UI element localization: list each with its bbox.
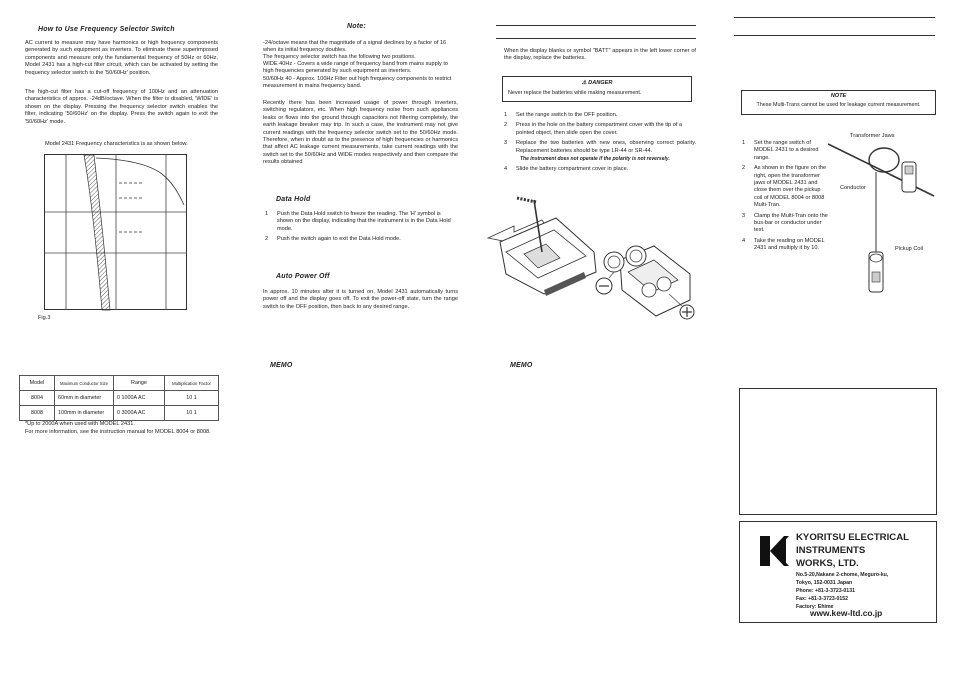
list-item: 2 As shown in the figure on the right, open the transformer jaws of MODEL 2431 and close them over the pickup coil of MODEL 8004 or 8008 Multi-Tran. — [742, 165, 827, 209]
list-item: 3 Replace the two batteries with new ones, observing correct polarity. Replacement batteries should be type LR-44 or SR-44. — [504, 140, 696, 154]
data-hold-list — [265, 211, 458, 247]
header-rule — [496, 25, 696, 26]
note-line-3: WIDE 40Hz - Covers a wide range of frequency band from mains supply to high frequencies generated by such equipment as inverters. — [263, 61, 448, 75]
table-cell: 0 1000A AC — [114, 391, 165, 406]
table-header: Range — [114, 376, 165, 391]
battery-intro: When the display blanks or symbol "BATT" appears in the left lower corner of the display, replace the batteries. — [504, 48, 696, 62]
kyoritsu-logo-icon — [758, 534, 790, 568]
chart-caption: Model 2431 Frequency characteristics is as shown below. — [45, 141, 188, 147]
list-item: 2 Press in the hole on the battery compartment cover with the tip of a pointed object, then slide open the cover. — [504, 122, 696, 137]
table-row — [20, 406, 219, 421]
table-cell: 10 1 — [165, 406, 219, 421]
note-paragraph: Recently there has been increased usage of power through inverters, switching regulators, etc. When high frequency noise from such appliances leaks or flows into the ground through capacitors not filtering completely, the earth leakage breaker may trip. In such a case, the instrument may not give current readings with the frequency selector switch set to the 50/60Hz mode. Therefore, when in doubt as to the presence of high frequencies or harmonics that affect AC leakage current measurements, take current readings with the switch set to the 50/60Hz and WIDE modes respectively and then compare the results obtained — [263, 100, 458, 166]
table-cell: 60mm in diameter — [55, 391, 114, 406]
table-header-row — [20, 376, 219, 391]
warning-icon: ⚠ — [581, 80, 587, 86]
battery-replacement-illustration — [484, 190, 699, 320]
note-box-text: These Multi-Trans cannot be used for leakage current measurement. — [756, 102, 921, 108]
list-item-text: Take the reading on MODEL 2431 and multiply it by 10. — [754, 237, 825, 252]
list-item-text: Set the range switch of MODEL 2431 to a desired range. — [754, 140, 819, 161]
table-cell: 8004 — [20, 391, 55, 406]
company-fax: Fax: +81-3-3723-0152 — [796, 596, 849, 602]
label-conductor: Conductor — [840, 185, 866, 191]
transformer-jaws — [869, 148, 899, 172]
multi-tran-illustration — [828, 140, 938, 300]
list-item: 3 Clamp the Multi-Tran onto the bus-bar or conductor under test. — [742, 212, 828, 234]
auto-power-off-heading: Auto Power Off — [276, 273, 330, 280]
list-item: 1 Set the range switch of MODEL 2431 to a desired range. — [742, 140, 828, 162]
company-phone: Phone: +81-3-3723-0131 — [796, 588, 855, 594]
header-rule — [734, 17, 935, 18]
list-item: 4 Slide the battery compartment cover in place. — [504, 166, 629, 173]
table-cell: 10 1 — [165, 391, 219, 406]
memo-heading: MEMO — [270, 362, 293, 369]
list-item-text: Slide the battery compartment cover in place. — [516, 166, 629, 173]
label-transformer-jaws: Transformer Jaws — [850, 133, 895, 139]
list-item-text: Set the range switch to the OFF position. — [516, 112, 618, 118]
multi-tran-steps — [742, 140, 828, 256]
header-rule — [734, 35, 935, 36]
list-item: 1 Set the range switch to the OFF position. — [504, 112, 618, 118]
list-item-text: Replace the two batteries with new ones, observing correct polarity. Replacement batteries should be type LR-44 or SR-44. — [516, 140, 696, 154]
memo-heading-2: MEMO — [510, 362, 533, 369]
company-box — [739, 521, 937, 623]
note-line-1: -24/octave means that the magnitude of a signal declines by a factor of 16 when its initial frequency doubles. — [263, 40, 447, 54]
danger-text: Never replace the batteries while making measurement. — [508, 90, 642, 96]
danger-title: DANGER — [588, 80, 613, 86]
note-line-2: The frequency selector switch has the following two positions. — [263, 54, 416, 60]
frequency-para-2: The high-cut filter has a cut-off frequency of 100Hz and an attenuation characteristics of approx. -24dB/octave. When the filter is disabled, 'WIDE' is shown on the display. Pressing the frequency selector switch enables the filter, indicating '50/60Hz' on the display. Press the switch again to exit the '50/60Hz' mode. — [25, 89, 218, 125]
header-rule — [496, 38, 696, 39]
auto-power-off-para: In approx. 10 minutes after it is turned on, Model 2431 automatically turns power off and the display goes off. To exit the power-off state, turn the range switch to the OFF position, then back to any desired range. — [263, 289, 458, 310]
list-item: 4 Take the reading on MODEL 2431 and multiply it by 10. — [742, 238, 828, 253]
table-cell: 100mm in diameter — [55, 406, 114, 421]
label-pickup-coil: Pickup Coil — [895, 246, 923, 252]
company-name-line-3: WORKS, LTD. — [796, 558, 859, 569]
frequency-para-1: AC current to measure may have harmonics or high frequency components generated by such equipment as inverters. To eliminate these superimposed components and measure only the fundamental frequency of 50Hz or 60Hz, Model 2431 has a high-cut filter circuit, which can be activated by setting the frequency selector switch to the '50/60Hz' position. — [25, 40, 218, 76]
danger-title-row — [503, 80, 691, 86]
frequency-selector-heading: How to Use Frequency Selector Switch — [38, 26, 175, 33]
blank-box — [739, 388, 937, 515]
table-header: Model — [20, 376, 55, 391]
table-cell: 8008 — [20, 406, 55, 421]
list-item: 1 Push the Data Hold switch to freeze the reading. The 'H' symbol is shown on the display, indicating that the instrument is in the Data Hold mode. — [265, 211, 458, 233]
frequency-characteristics-figure — [44, 150, 194, 316]
list-item-text: Press in the hole on the battery compartment cover with the tip of a pointed object, then slide open the cover. — [516, 122, 683, 136]
list-item-text: Clamp the Multi-Tran onto the bus-bar or conductor under test. — [754, 212, 828, 234]
note-heading: Note: — [347, 23, 366, 30]
list-item: 2 Push the switch again to exit the Data Hold mode. — [265, 236, 401, 243]
table-footnote-1: *Up to 2000A when used with MODEL 2431. — [25, 421, 135, 427]
polarity-note: The instrument does not operate if the polarity is not reversely. — [520, 156, 670, 163]
battery-steps — [504, 112, 696, 177]
list-item-text: As shown in the figure on the right, open the transformer jaws of MODEL 2431 and close them over the pickup coil of MODEL 8004 or 8008 Multi-Tran. — [754, 165, 827, 209]
note-box-title: NOTE — [830, 93, 847, 99]
table-header: Multiplication Factor — [165, 376, 219, 391]
figure-label: Fig.3 — [38, 315, 51, 321]
danger-box — [502, 76, 692, 102]
company-address-1: No.5-20,Nakane 2-chome, Meguro-ku, — [796, 572, 889, 578]
company-name-line-1: KYORITSU ELECTRICAL — [796, 532, 909, 543]
table-row — [20, 391, 219, 406]
company-address-2: Tokyo, 152-0031 Japan — [796, 580, 853, 586]
table-cell: 0 3000A AC — [114, 406, 165, 421]
filter-curve-band — [84, 155, 110, 310]
company-name-line-2: INSTRUMENTS — [796, 545, 866, 556]
note-box — [741, 90, 936, 115]
company-website: www.kew-ltd.co.jp — [810, 608, 883, 618]
data-hold-heading: Data Hold — [276, 196, 311, 203]
table-header: Maximum Conductor Size — [55, 376, 114, 391]
note-line-4: 50/60Hz 40 - Approx. 100Hz Filter out high frequency components to restrict measurement in mains frequency band. — [263, 76, 452, 90]
table-footnote-2: For more information, see the instruction manual for MODEL 8004 or 8008. — [25, 429, 211, 435]
multi-tran-table — [19, 375, 219, 421]
company-factory: Factory: Ehime — [796, 604, 834, 610]
list-item-text: Push the switch again to exit the Data Hold mode. — [277, 236, 401, 243]
list-item-text: Push the Data Hold switch to freeze the reading. The 'H' symbol is shown on the display, indicating that the instrument is in the Data Hold mode. — [277, 211, 451, 232]
